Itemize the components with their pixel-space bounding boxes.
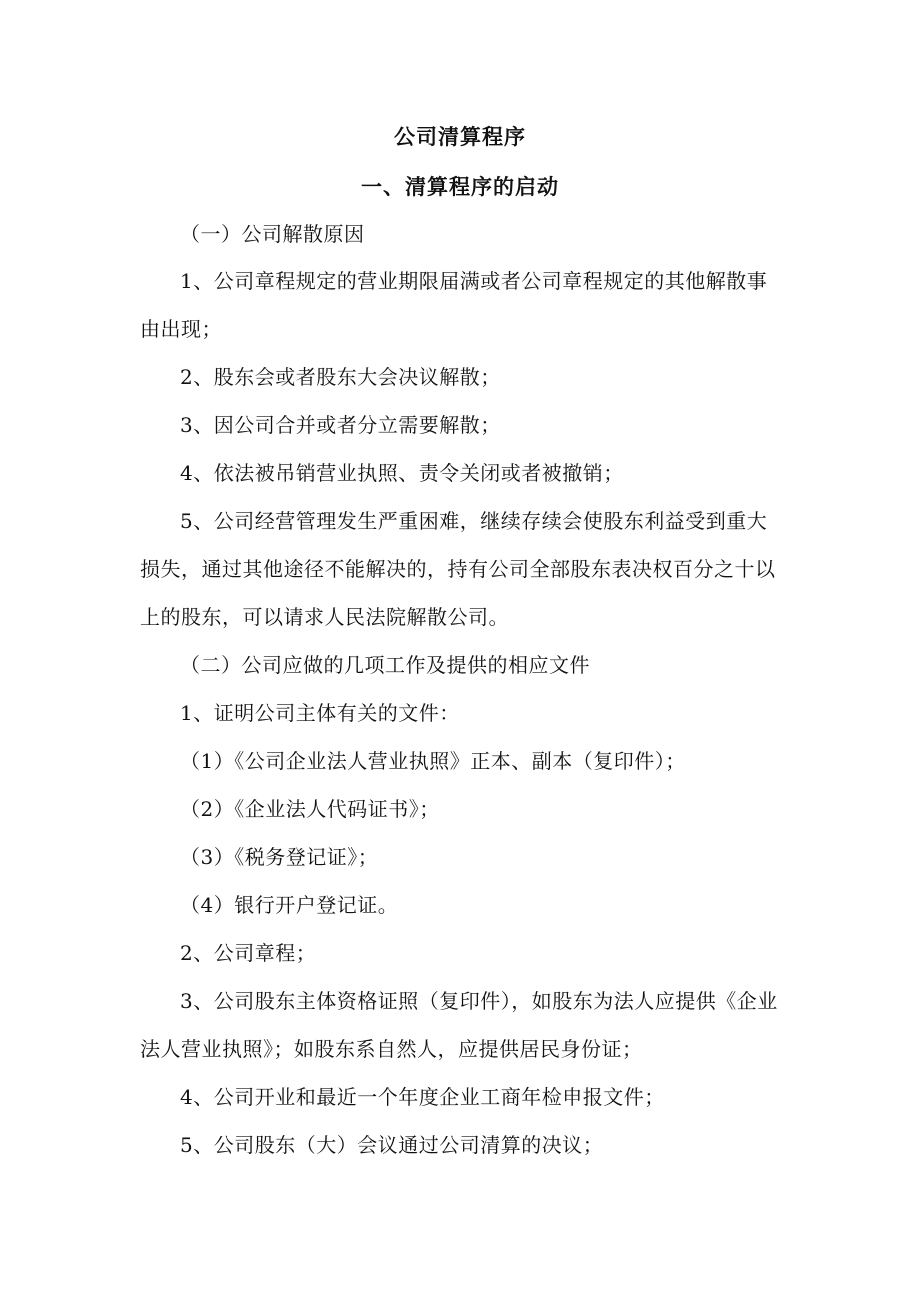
cause-item-2: 2、股东会或者股东大会决议解散； — [180, 365, 501, 389]
subsection-heading-dissolution-causes: （一）公司解散原因 — [180, 222, 365, 246]
document-subitem-2: （2）《企业法人代码证书》； — [180, 797, 440, 821]
document-item-1: 1、证明公司主体有关的文件： — [180, 701, 460, 725]
document-item-3: 3、公司股东主体资格证照（复印件），如股东为法人应提供《企业法人营业执照》；如股东系自然人，应提供居民身份证； — [140, 989, 778, 1061]
cause-item-4: 4、依法被吊销营业执照、责令关闭或者被撤销； — [180, 461, 624, 485]
document-item-4: 4、公司开业和最近一个年度企业工商年检申报文件； — [180, 1085, 665, 1109]
document-item-5: 5、公司股东（大）会议通过公司清算的决议； — [180, 1133, 604, 1157]
cause-item-3: 3、因公司合并或者分立需要解散； — [180, 413, 501, 437]
document-item-2: 2、公司章程； — [180, 941, 317, 965]
cause-item-5: 5、公司经营管理发生严重困难，继续存续会使股东利益受到重大损失，通过其他途径不能解决的，持有公司全部股东表决权百分之十以上的股东，可以请求人民法院解散公司。 — [140, 509, 776, 629]
document-title: 公司清算程序 — [394, 124, 526, 149]
document-subitem-1: （1）《公司企业法人营业执照》正本、副本（复印件）； — [180, 749, 686, 773]
document-subitem-3: （3）《税务登记证》； — [180, 845, 379, 869]
document-subitem-4: （4）银行开户登记证。 — [180, 893, 399, 917]
subsection-heading-required-documents: （二）公司应做的几项工作及提供的相应文件 — [180, 653, 590, 677]
section-heading: 一、清算程序的启动 — [361, 174, 559, 199]
cause-item-1: 1、公司章程规定的营业期限届满或者公司章程规定的其他解散事由出现； — [140, 269, 768, 341]
